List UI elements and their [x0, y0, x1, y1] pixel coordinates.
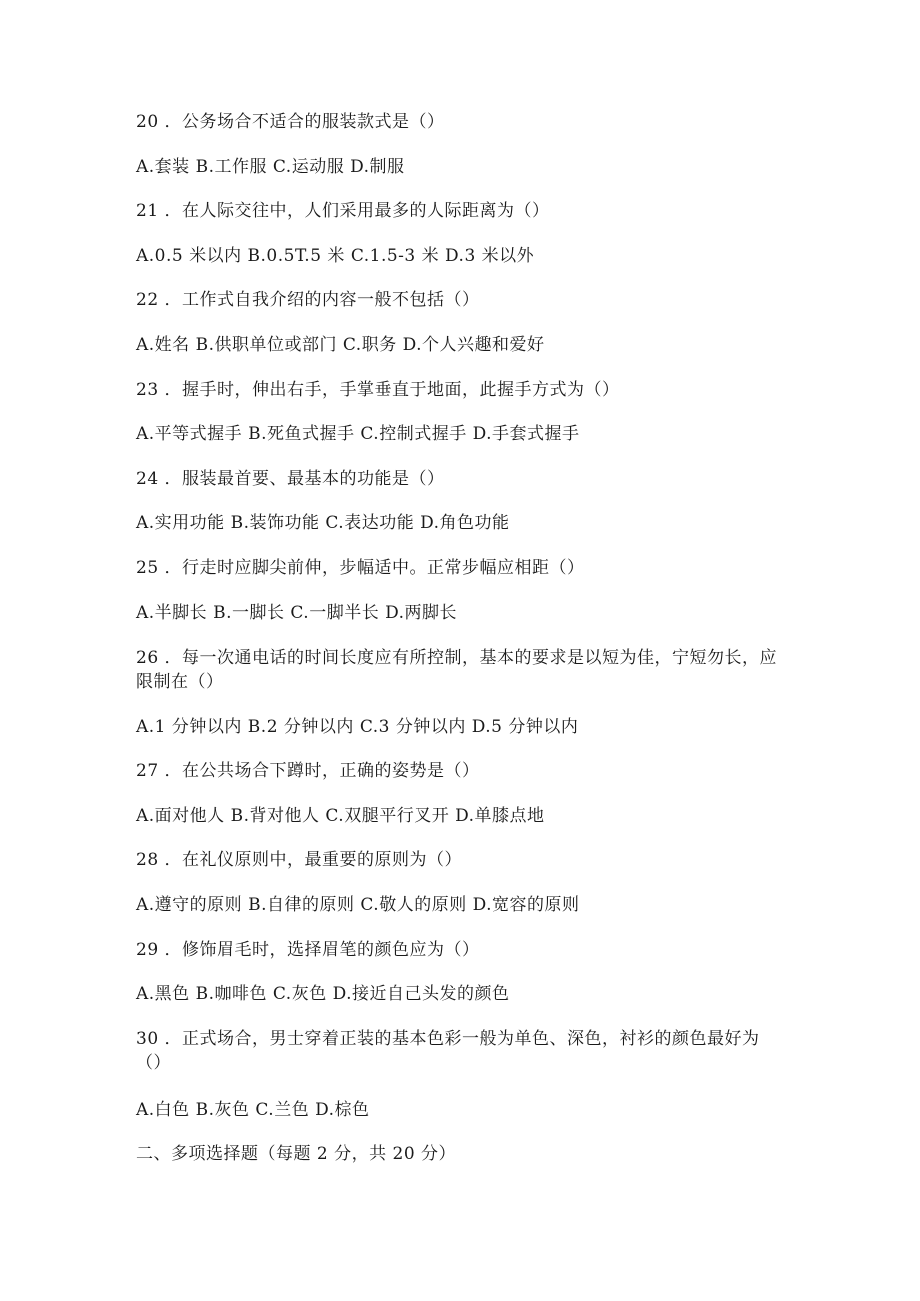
- question-30-stem: 30 ．正式场合，男士穿着正装的基本色彩一般为单色、深色，衬衫的颜色最好为（）: [136, 1029, 760, 1073]
- question-20-stem: 20 ．公务场合不适合的服装款式是（）: [136, 112, 445, 132]
- question-27-stem: 27 ．在公共场合下蹲时，正确的姿势是（）: [136, 761, 480, 781]
- question-28-stem: 28 ．在礼仪原则中，最重要的原则为（）: [136, 850, 463, 870]
- question-23-options: A.平等式握手 B.死鱼式握手 C.控制式握手 D.手套式握手: [136, 424, 580, 444]
- question-25-stem: 25 ．行走时应脚尖前伸，步幅适中。正常步幅应相距（）: [136, 558, 585, 578]
- question-22-options: A.姓名 B.供职单位或部门 C.职务 D.个人兴趣和爱好: [136, 335, 545, 355]
- question-29-stem: 29 ．修饰眉毛时，选择眉笔的颜色应为（）: [136, 940, 480, 960]
- question-29-options: A.黑色 B.咖啡色 C.灰色 D.接近自己头发的颜色: [136, 984, 510, 1004]
- question-20-options: A.套装 B.工作服 C.运动服 D.制服: [136, 157, 405, 177]
- question-24-stem: 24 ．服装最首要、最基本的功能是（）: [136, 469, 445, 489]
- question-21-options: A.0.5 米以内 B.0.5T.5 米 C.1.5-3 米 D.3 米以外: [136, 246, 535, 266]
- question-27-options: A.面对他人 B.背对他人 C.双腿平行叉开 D.单膝点地: [136, 806, 545, 826]
- question-30-options: A.白色 B.灰色 C.兰色 D.棕色: [136, 1100, 370, 1120]
- question-23-stem: 23 ．握手时，伸出右手，手掌垂直于地面，此握手方式为（）: [136, 380, 620, 400]
- question-26-options: A.1 分钟以内 B.2 分钟以内 C.3 分钟以内 D.5 分钟以内: [136, 717, 579, 737]
- question-22-stem: 22 ．工作式自我介绍的内容一般不包括（）: [136, 290, 480, 310]
- question-25-options: A.半脚长 B.一脚长 C.一脚半长 D.两脚长: [136, 603, 458, 623]
- question-26-stem: 26 ．每一次通电话的时间长度应有所控制，基本的要求是以短为佳，宁短勿长，应限制在（）: [136, 648, 778, 692]
- question-24-options: A.实用功能 B.装饰功能 C.表达功能 D.角色功能: [136, 513, 510, 533]
- question-28-options: A.遵守的原则 B.自律的原则 C.敬人的原则 D.宽容的原则: [136, 895, 580, 915]
- question-21-stem: 21 ．在人际交往中，人们采用最多的人际距离为（）: [136, 201, 550, 221]
- section-heading: 二、多项选择题（每题 2 分，共 20 分）: [136, 1144, 457, 1164]
